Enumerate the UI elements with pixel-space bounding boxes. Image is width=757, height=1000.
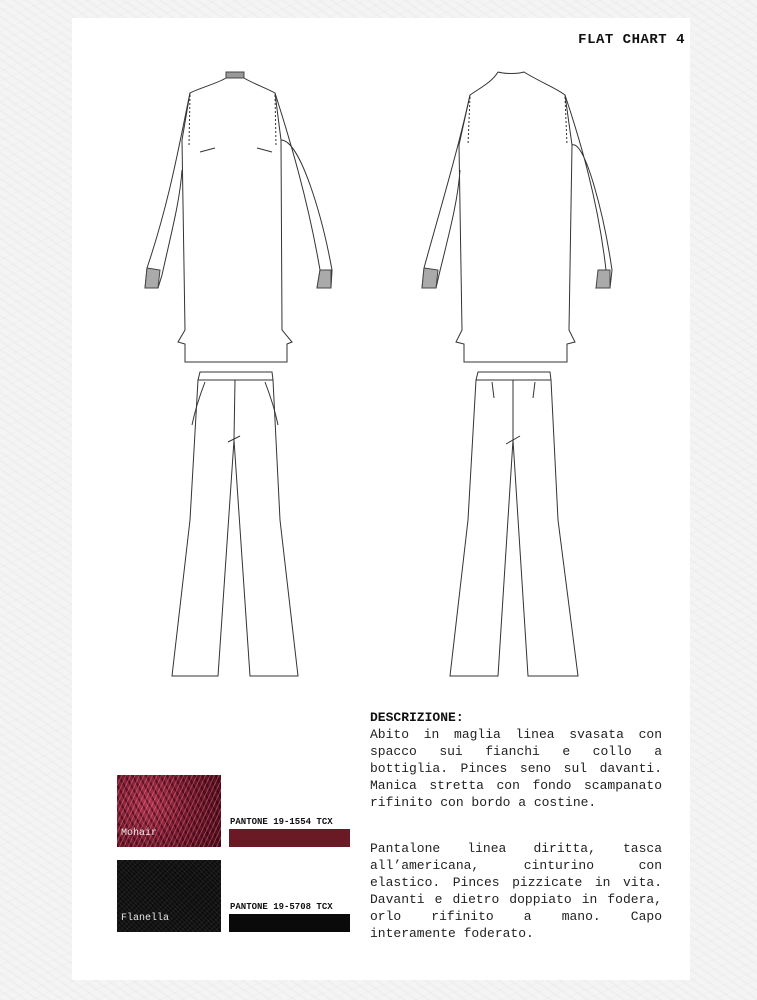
pantone-code-flanella: PANTONE 19-5708 TCX (230, 902, 333, 912)
pants-back-flat (450, 372, 578, 676)
dress-front-flat (145, 72, 332, 362)
page-title: FLAT CHART 4 (578, 32, 685, 48)
fabric-label-mohair: Mohair (121, 828, 158, 839)
description-pants: Pantalone linea diritta, tasca all’americana, cinturino con elastico. Pinces pizzicate in vita. Davanti e dietro doppiato in fodera, orlo rifinito a mano. Capo interamente foderato. (370, 841, 662, 941)
fabric-label-flanella: Flanella (121, 913, 170, 924)
pantone-color-bar-flanella (229, 914, 350, 932)
description-dress: Abito in maglia linea svasata con spacco sui fianchi e collo a bottiglia. Pinces seno sul davanti. Manica stretta con fondo scampanato rifinito con bordo a costine. (370, 727, 662, 810)
pantone-color-bar-mohair (229, 829, 350, 847)
dress-back-flat (422, 72, 612, 362)
description-heading: DESCRIZIONE: (370, 710, 464, 725)
pants-front-flat (172, 372, 298, 676)
fabric-swatch-flanella (117, 860, 221, 932)
pantone-code-mohair: PANTONE 19-1554 TCX (230, 817, 333, 827)
fabric-swatch-mohair (117, 775, 221, 847)
